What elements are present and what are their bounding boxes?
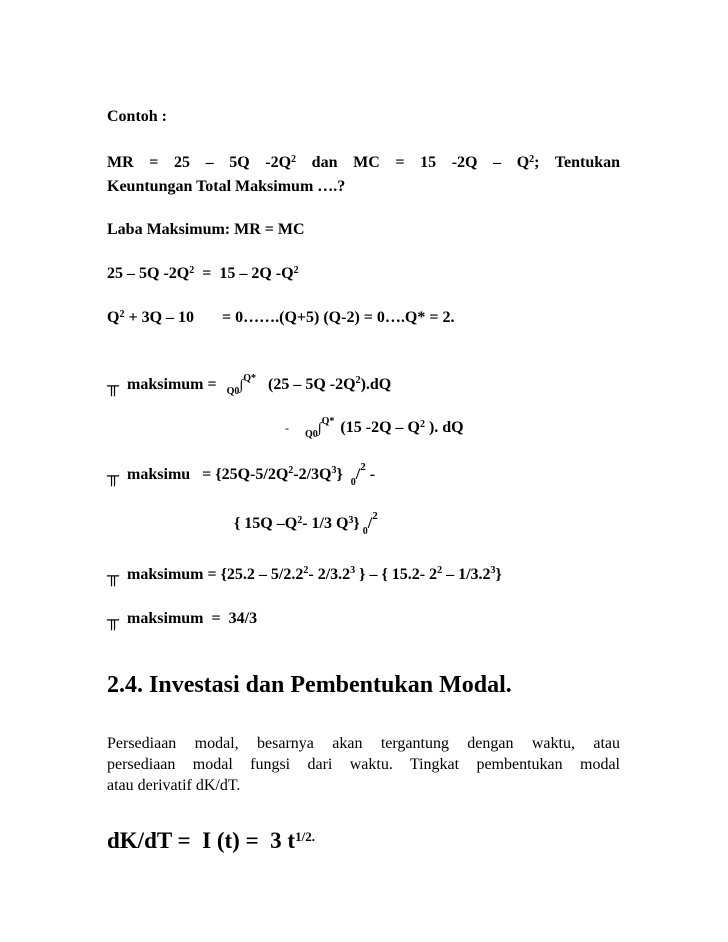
integral-sign-icon: ∫ <box>317 421 322 436</box>
mc-equation: MC = 15 $-2Q - Q^2$; Tentukan <box>353 154 621 171</box>
equation-2: $Q^2 + 3Q - 10$ = 0…….(Q+5) (Q-2) = 0….Q* = 2. <box>107 309 455 326</box>
result-line: ╥ maksimum = 34/3 <box>107 610 258 629</box>
max-condition: Laba Maksimum: MR = MC <box>107 221 305 238</box>
paragraph-line: persediaan modal fungsi dari waktu. Tingkat pembentukan modal <box>107 756 620 773</box>
final-equation: dK/dT = I (t) = 3 $t^{1/2.}$ <box>107 828 315 853</box>
paragraph <box>107 733 620 796</box>
pi-symbol: ╥ <box>107 466 120 485</box>
evaluation-line-3: ╥ maksimum = {$25.2 - 5/2.2^2-$ $2/3.2^3$ } – { 15.2- $2^2 - 1/3.2^3$} <box>107 565 502 585</box>
integral-line-1: ╥ maksimum = $_{Q0}$∫$^{Q*}$ (25 – 5Q $-2Q^2).dQ$ <box>107 373 392 397</box>
evaluation-line-1: ╥ maksimu = $\{25Q-5/2Q^2-2/3Q^3\}$ $_0$/$^2$ - <box>107 461 376 488</box>
pi-symbol: ╥ <box>107 610 120 629</box>
pi-symbol: ╥ <box>107 566 120 585</box>
problem-line-2: Keuntungan Total Maksimum ….? <box>107 178 346 195</box>
paragraph-line: Persediaan modal, besarnya akan tergantung dengan waktu, atau <box>107 735 620 752</box>
example-label: Contoh : <box>107 108 168 125</box>
integral-sign-icon: ∫ <box>239 378 244 393</box>
mr-equation: MR = 25 – 5Q $-2Q^2$ <box>107 154 297 171</box>
pi-symbol: ╥ <box>107 376 120 395</box>
integral-line-2: - $_{Q0}$∫$^{Q*}$ (15 $-2Q - Q^2$ ). dQ <box>285 416 464 440</box>
section-heading: 2.4. Investasi dan Pembentukan Modal. <box>107 672 512 698</box>
problem-line-1 <box>107 153 620 173</box>
conjunction: dan <box>311 154 338 171</box>
equation-1: 25 – 5Q $-2Q^2 = 15 - 2Q$ $-Q^2$ <box>107 265 299 282</box>
evaluation-line-2: { 15Q $-Q^2-$ 1/3 $Q^3$} $_0$/$^2$ <box>234 510 378 537</box>
paragraph-line: atau derivatif dK/dT. <box>107 777 241 794</box>
